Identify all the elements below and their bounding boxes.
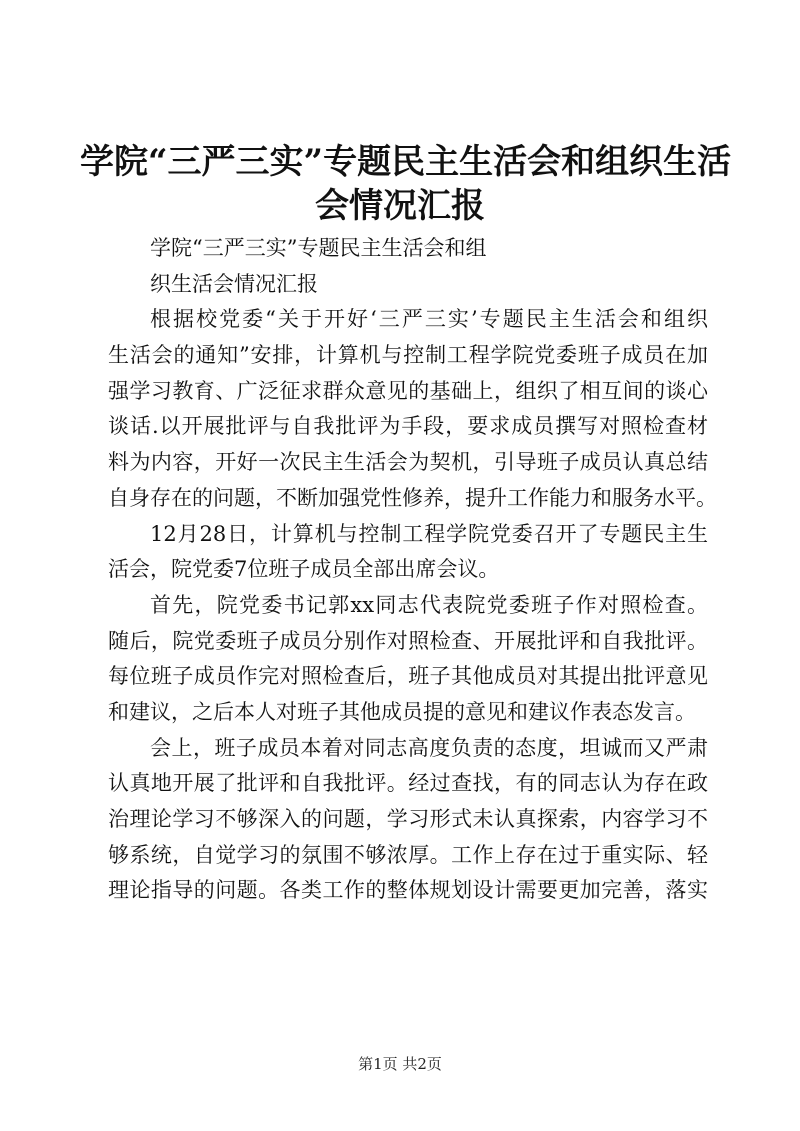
paragraph-line: 每位班子成员作完对照检查后，班子其他成员对其提出批评意见 — [108, 664, 708, 689]
paragraph-line: 首先，院党委书记郭xx同志代表院党委班子作对照检查。 — [150, 592, 708, 617]
subtitle-line: 学院“三严三实”专题民主生活会和组 — [150, 236, 487, 260]
paragraph-line: 够系统，自觉学习的氛围不够浓厚。工作上存在过于重实际、轻 — [108, 842, 708, 867]
document-title — [80, 140, 732, 228]
paragraph-line: 生活会的通知”安排，计算机与控制工程学院党委班子成员在加 — [108, 343, 708, 368]
paragraph-line: 理论指导的问题。各类工作的整体规划设计需要更加完善，落实 — [108, 878, 708, 903]
subtitle-line: 织生活会情况汇报 — [150, 271, 318, 296]
paragraph-line: 活会，院党委7位班子成员全部出席会议。 — [108, 557, 500, 582]
paragraph-line: 会上，班子成员本着对同志高度负责的态度，坦诚而又严肃 — [150, 735, 708, 760]
title-line: 会情况汇报 — [315, 186, 485, 226]
paragraph-line: 强学习教育、广泛征求群众意见的基础上，组织了相互间的谈心 — [108, 378, 708, 403]
title-line: 学院“三严三实”专题民主生活会和组织生活 — [80, 142, 732, 182]
document-body — [108, 231, 717, 909]
paragraph-line: 12月28日，计算机与控制工程学院党委召开了专题民主生 — [150, 521, 708, 546]
paragraph-line: 谈话.以开展批评与自我批评为手段，要求成员撰写对照检查材 — [108, 414, 708, 439]
paragraph-line: 自身存在的问题，不断加强党性修养，提升工作能力和服务水平。 — [108, 485, 717, 510]
paragraph-line: 和建议，之后本人对班子其他成员提的意见和建议作表态发言。 — [108, 699, 696, 724]
paragraph-line: 认真地开展了批评和自我批评。经过查找，有的同志认为存在政 — [108, 771, 708, 796]
paragraph-line: 随后，院党委班子成员分别作对照检查、开展批评和自我批评。 — [108, 628, 708, 653]
paragraph-line: 治理论学习不够深入的问题，学习形式未认真探索，内容学习不 — [108, 807, 708, 831]
page-number-footer: 第1页 共2页 — [358, 1055, 442, 1073]
paragraph-line: 根据校党委“关于开好‘三严三实’专题民主生活会和组织 — [150, 307, 708, 332]
paragraph-line: 料为内容，开好一次民主生活会为契机，引导班子成员认真总结 — [108, 450, 708, 475]
